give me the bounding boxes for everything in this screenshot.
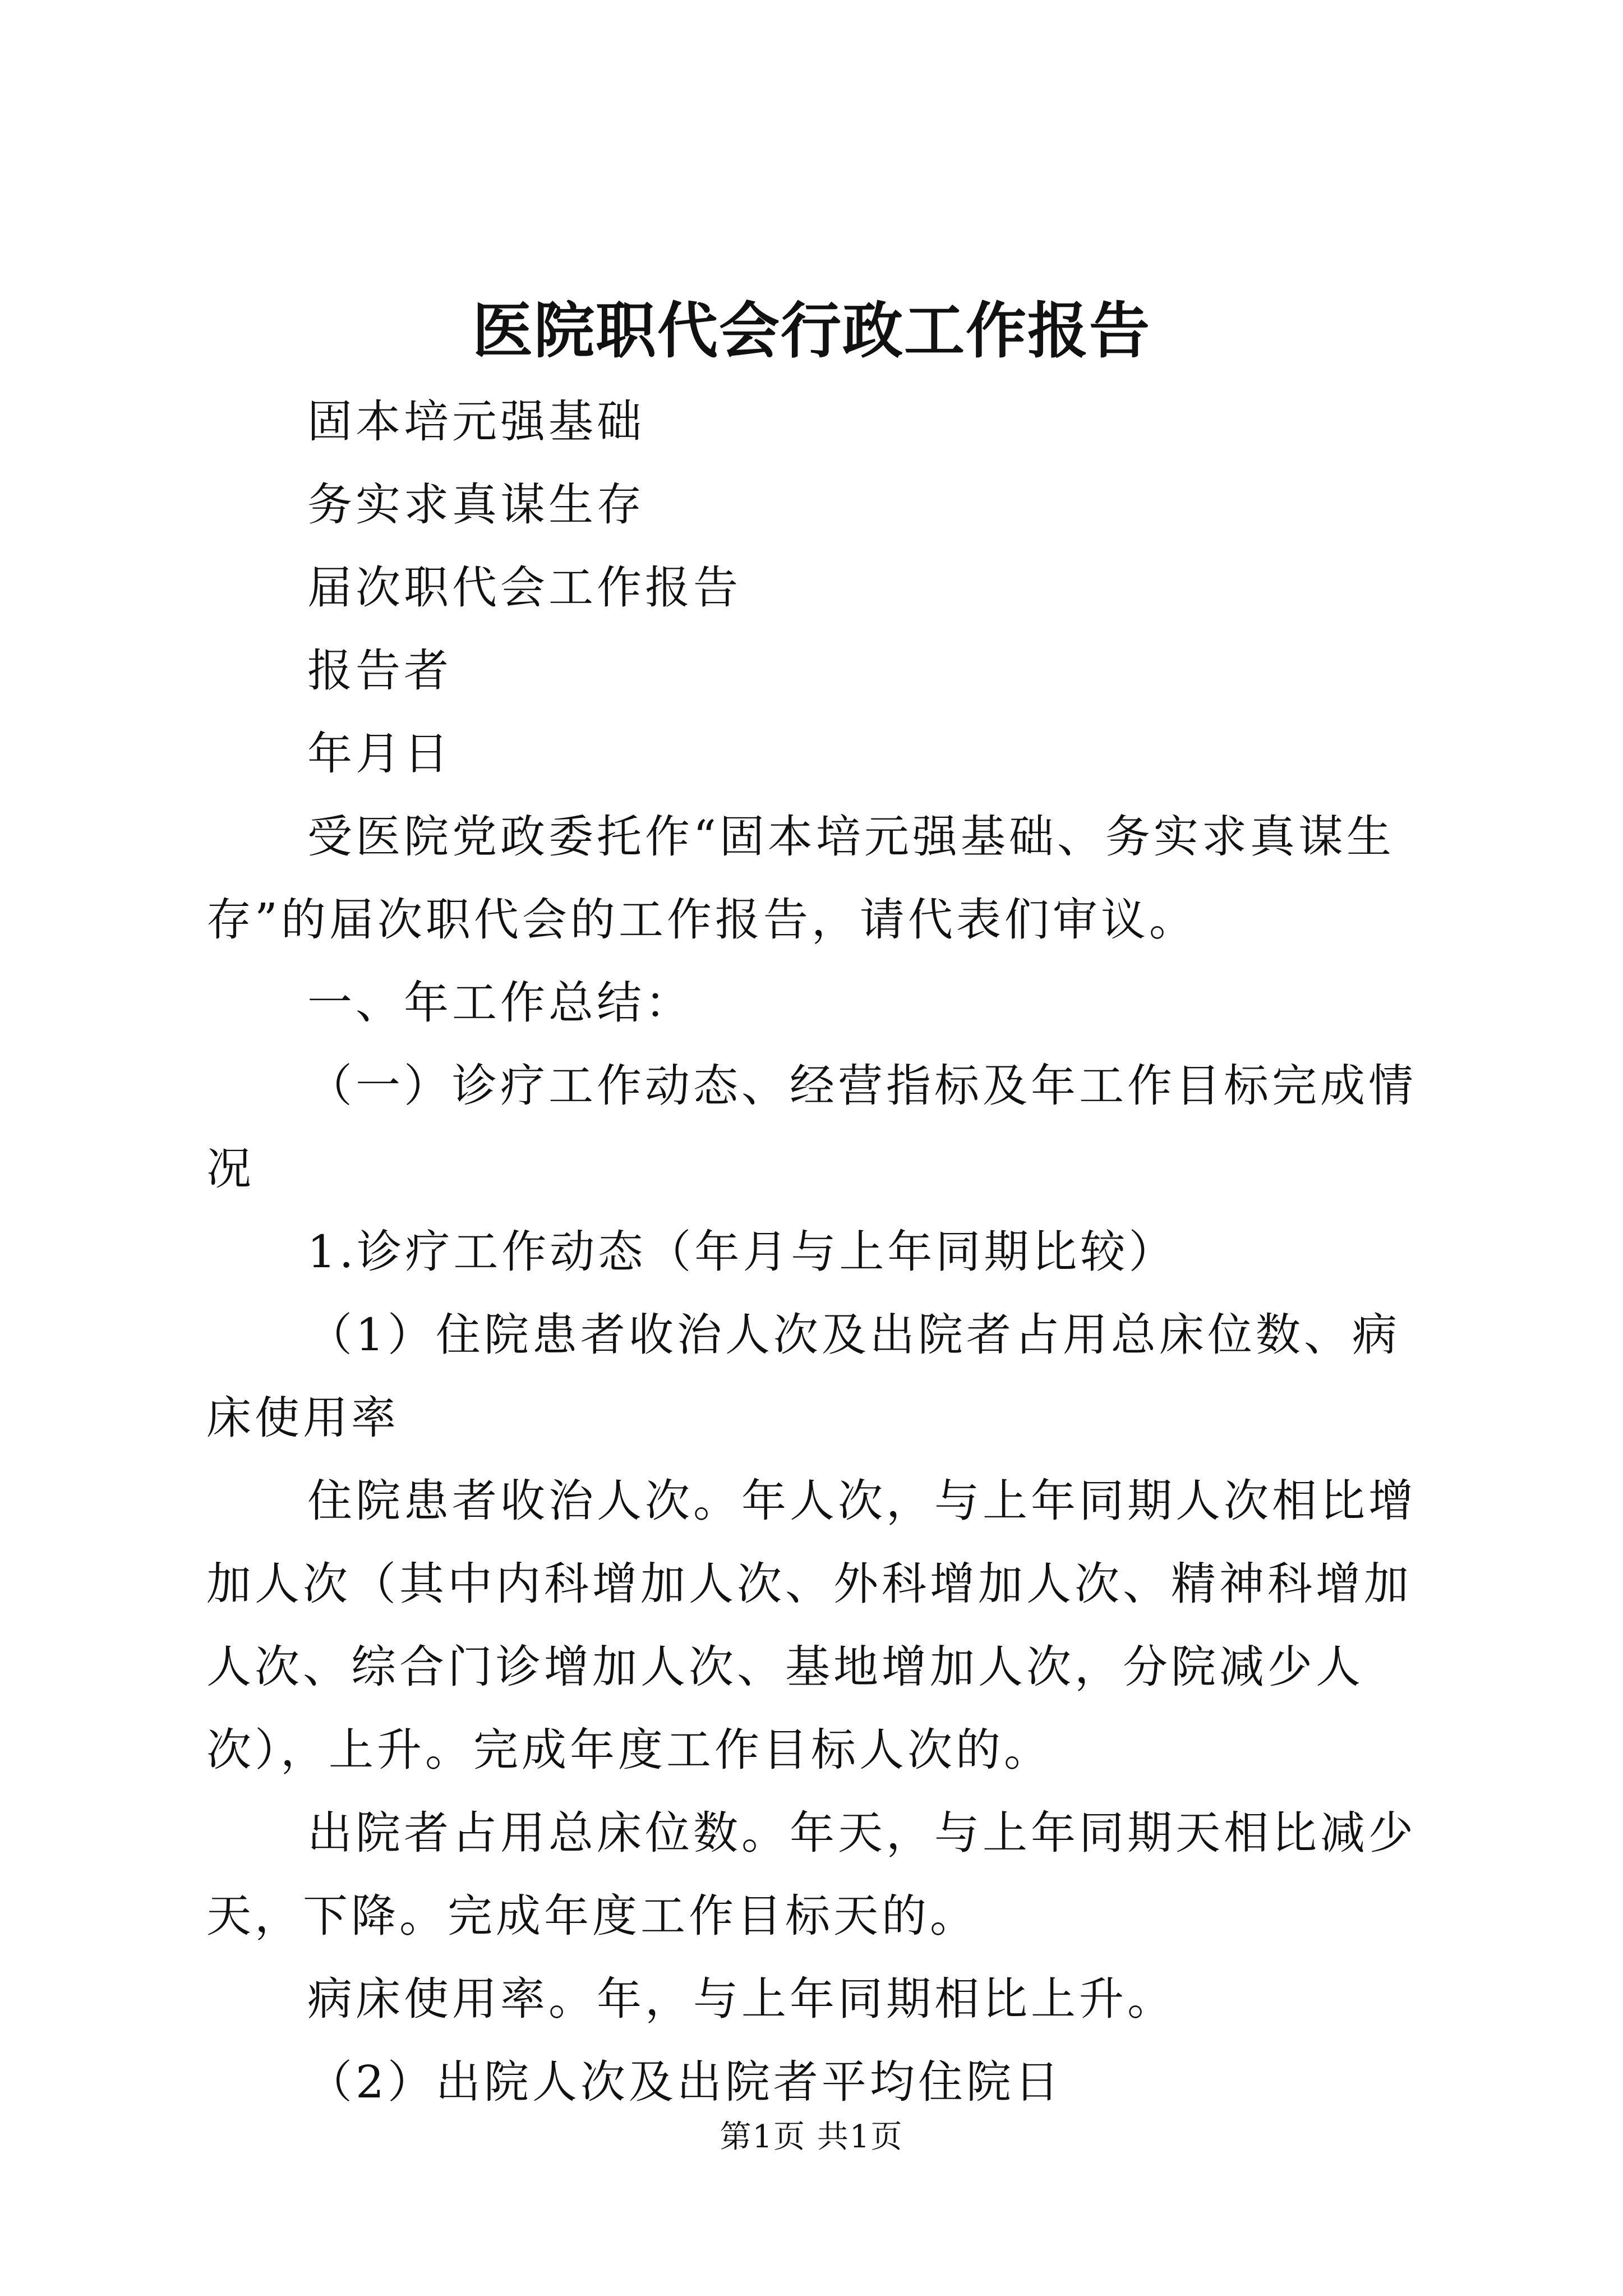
paragraph: 务实求真谋生存: [307, 478, 645, 531]
paragraph: 1.诊疗工作动态（年月与上年同期比较）: [307, 1226, 1177, 1278]
document-body: [206, 380, 1423, 2124]
paragraph: 病床使用率。年，与上年同期相比上升。: [307, 1973, 1175, 2025]
paragraph: 一、年工作总结：: [307, 977, 693, 1029]
paragraph: 住院患者收治人次。年人次，与上年同期人次相比增加人次（其中内科增加人次、外科增加人次、精神科增加人次、综合门诊增加人次、基地增加人次，分院减少人次），上升。完成年度工作目标人次的。: [206, 1475, 1417, 1776]
paragraph: （一）诊疗工作动态、经营指标及年工作目标完成情况: [206, 1060, 1417, 1195]
paragraph: 受医院党政委托作“固本培元强基础、务实求真谋生存”的届次职代会的工作报告，请代表们审议。: [206, 811, 1395, 946]
paragraph: （1）住院患者收治人次及出院者占用总床位数、病床使用率: [206, 1309, 1400, 1444]
page-footer: 第1页 共1页: [720, 2119, 903, 2155]
document-title: 医院职代会行政工作报告: [472, 296, 1151, 366]
paragraph: 报告者: [307, 645, 452, 697]
paragraph: （2）出院人次及出院者平均住院日: [307, 2056, 1063, 2108]
paragraph: 年月日: [307, 728, 452, 780]
paragraph: 届次职代会工作报告: [307, 562, 741, 614]
paragraph: 固本培元强基础: [307, 395, 645, 448]
paragraph: 出院者占用总床位数。年天，与上年同期天相比减少天，下降。完成年度工作目标天的。: [206, 1807, 1417, 1942]
